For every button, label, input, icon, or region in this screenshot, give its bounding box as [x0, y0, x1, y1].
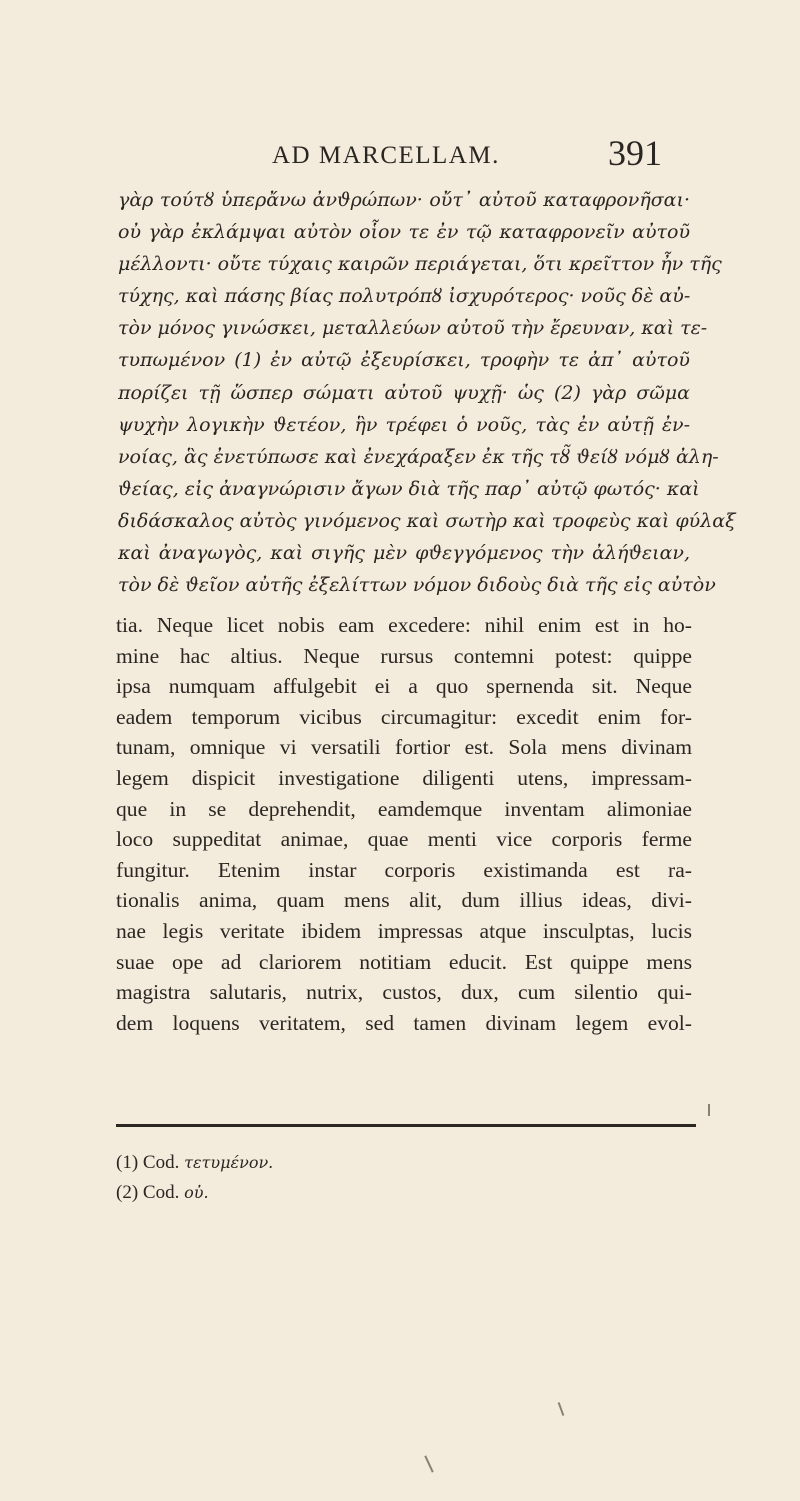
greek-line: οὐ γὰρ ἐκλάμψαι αὐτὸν οἷον τε ἐν τῷ καταφρονεῖν αὐτοῦ [118, 221, 690, 244]
greek-line: καὶ ἀναγωγὸς, καὶ σιγῆς μὲν φϑεγγόμενος τὴν ἀλήϑειαν, [118, 542, 690, 565]
latin-line: nae legis veritate ibidem impressas atque insculptas, lucis [116, 918, 692, 943]
page-header [0, 130, 800, 178]
latin-line: que in se deprehendit, eamdemque inventam alimoniae [116, 796, 692, 821]
running-title: AD MARCELLAM. [272, 142, 500, 169]
footnote-rule [116, 1124, 696, 1127]
footnotes [116, 1148, 696, 1208]
latin-line: loco suppeditat animae, quae menti vice corporis ferme [116, 827, 692, 852]
greek-text-block [118, 184, 736, 601]
page-number: 391 [608, 133, 662, 173]
greek-line: τὸν μόνος γινώσκει, μεταλλεύων αὐτοῦ τὴν ἔρευναν, καὶ τε- [118, 317, 708, 340]
footnote-marker: (1) [116, 1152, 139, 1173]
footnote-label: Cod. [142, 1182, 180, 1203]
latin-line: magistra salutaris, nutrix, custos, dux, cum silentio qui- [116, 980, 692, 1005]
greek-line: πορίζει τῇ ὥσπερ σώματι αὐτοῦ ψυχῇ· ὡς (2) γὰρ σῶμα [118, 381, 690, 404]
latin-text-block [116, 610, 692, 1038]
greek-line: ϑείας, εἰς ἀναγνώρισιν ἄγων διὰ τῆς παρ᾽ αὐτῷ φωτός· καὶ [118, 477, 700, 500]
greek-line: διδάσκαλος αὐτὸς γινόμενος καὶ σωτὴρ καὶ τροφεὺς καὶ φύλαξ [118, 509, 736, 532]
greek-line: γὰρ τούτȣ ὑπερἄνω ἀνϑρώπων· οὔτ᾽ αὐτοῦ καταφρονῆσαι· [118, 189, 690, 211]
latin-line: suae ope ad clariorem notitiam educit. Est quippe mens [116, 949, 692, 974]
paper-blemish [708, 1104, 710, 1116]
greek-line: τυπωμένον (1) ἐν αὐτῷ ἐξευρίσκει, τροφὴν τε ἀπ᾽ αὐτοῦ [118, 349, 690, 372]
latin-line: tia. Neque licet nobis eam excedere: nihil enim est in ho- [116, 613, 692, 637]
greek-line: τὸν δὲ ϑεῖον αὐτῆς ἐξελίττων νόμον διδοὺς διὰ τῆς εἰς αὐτὸν [118, 574, 716, 597]
greek-line: τύχης, καὶ πάσης βίας πολυτρόπȣ ἰσχυρότερος· νοῦς δὲ αὐ- [118, 285, 691, 308]
paper-blemish [558, 1402, 565, 1416]
greek-line: μέλλοντι· οὔτε τύχαις καιρῶν περιάγεται, ὅτι κρεῖττον ἦν τῆς [118, 253, 722, 276]
latin-line: mine hac altius. Neque rursus contemni potest: quippe [116, 643, 692, 668]
latin-line: dem loquens veritatem, sed tamen divinam legem evol- [116, 1010, 692, 1035]
latin-line: eadem temporum vicibus circumagitur: excedit enim for- [116, 704, 692, 729]
greek-line: νοίας, ἃς ἐνετύπωσε καὶ ἐνεχάραξεν ἐκ τῆς τȣ̃ ϑείȣ νόμȣ ἀλη- [118, 445, 719, 468]
latin-line: ipsa numquam affulgebit ei a quo spernenda sit. Neque [116, 674, 692, 699]
latin-line: fungitur. Etenim instar corporis existimanda est ra- [116, 857, 692, 882]
footnote-label: Cod. [142, 1152, 180, 1173]
latin-line: tunam, omnique vi versatili fortior est. Sola mens divinam [116, 735, 692, 760]
greek-line: ψυχὴν λογικὴν ϑετέον, ἣν τρέφει ὁ νοῦς, τὰς ἐν αὐτῇ ἐν- [118, 413, 690, 436]
footnote [116, 1178, 696, 1208]
latin-line: tionalis anima, quam mens alit, dum illius ideas, divi- [116, 888, 692, 913]
footnote-marker: (2) [116, 1182, 139, 1203]
footnote-reading: τετυμένον. [184, 1153, 274, 1172]
paper-blemish [424, 1455, 433, 1472]
footnote-reading: οὐ. [184, 1183, 209, 1202]
latin-line: legem dispicit investigatione diligenti utens, impressam- [116, 765, 692, 790]
footnote [116, 1148, 696, 1178]
